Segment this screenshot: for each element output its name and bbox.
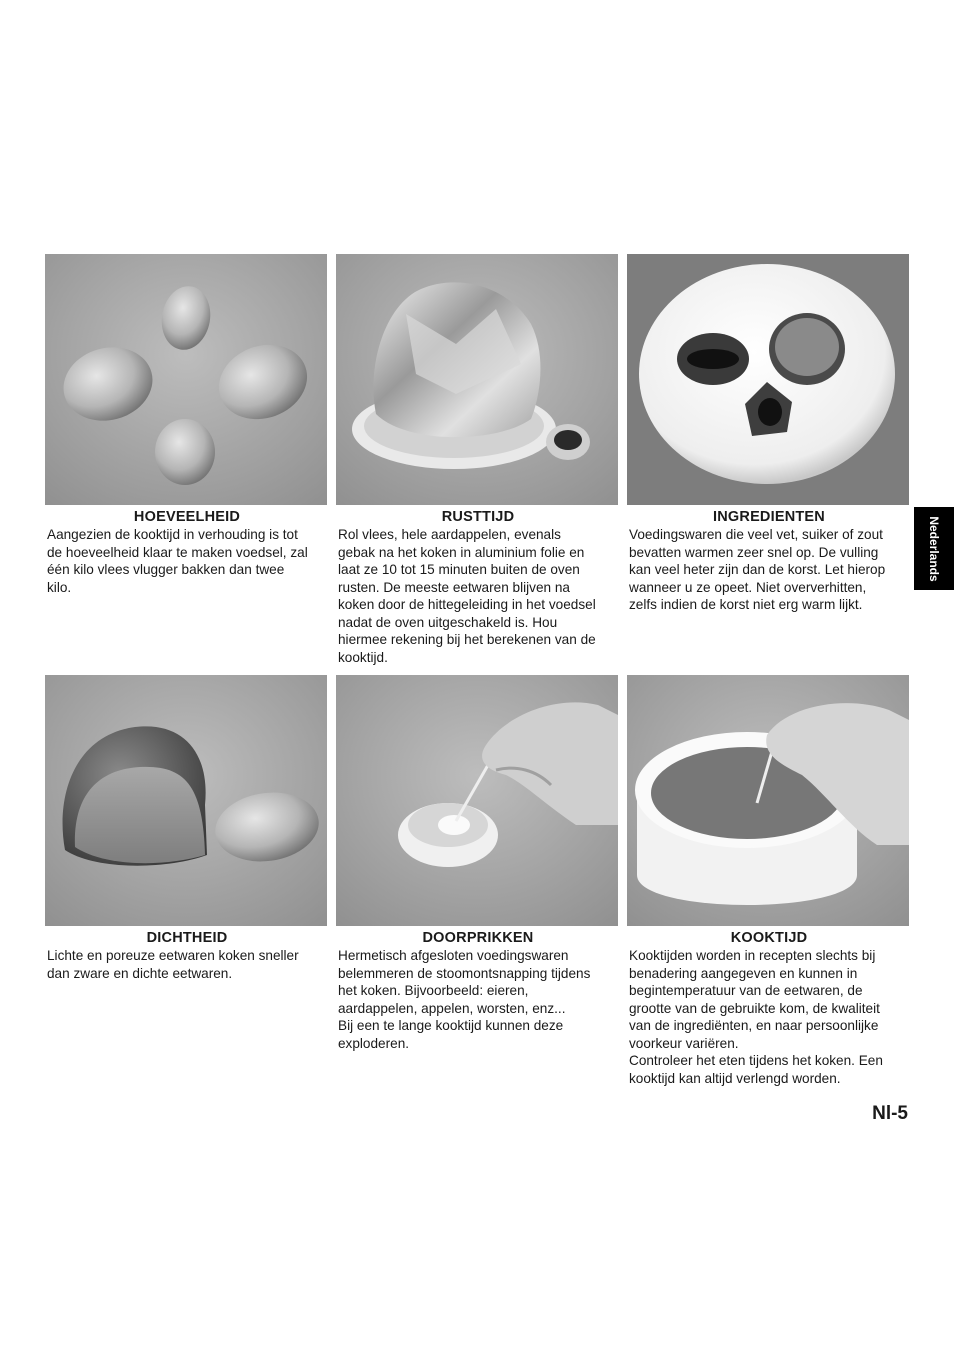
section-ingredienten (627, 254, 911, 614)
section-kooktijd (627, 675, 911, 1087)
potatoes-photo (45, 254, 327, 505)
section-heading: INGREDIENTEN (713, 509, 825, 525)
piercing-egg-photo (336, 675, 618, 926)
testing-cake-photo (627, 675, 909, 926)
section-text: Kooktijden worden in recepten slechts bij benadering aangegeven en kunnen in begintemperatuur van de eetwaren, de grootte van de gebruikte kom, de kwaliteit van de ingrediënten, en naar persoonlijke voorkeur variëren. Controleer het eten tijdens het koken. Een kooktijd kan altijd verlengd worden. (629, 948, 883, 1086)
pastries-plate-photo (627, 254, 909, 505)
section-heading: HOEVEELHEID (133, 509, 241, 525)
section-doorprikken (336, 675, 620, 1052)
section-hoeveelheid (45, 254, 329, 596)
section-dichtheid (45, 675, 329, 982)
section-text: Rol vlees, hele aardappelen, evenals gebak na het koken in aluminium folie en laat ze 10 tot 15 minuten buiten de oven rusten. De meeste eetwaren blijven na koken door de hittegeleiding in het voedsel nadat de oven uitgeschakeld is. Hou hiermee rekening bij het berekenen van de kooktijd. (338, 527, 596, 665)
foil-wrapped-food-photo (336, 254, 618, 505)
language-tab-label: Nederlands (927, 515, 941, 582)
section-text: Aangezien de kooktijd in verhouding is tot de hoeveelheid klaar te maken voedsel, zal één kilo vlees vlugger bakken dan twee kilo. (47, 527, 308, 595)
section-heading: RUSTTIJD (441, 509, 515, 525)
section-heading: KOOKTIJD (730, 930, 808, 946)
language-tab (914, 507, 954, 590)
bread-and-potato-photo (45, 675, 327, 926)
page-number: Nl-5 (872, 1103, 908, 1124)
section-text: Hermetisch afgesloten voedingswaren belemmeren de stoomontsnapping tijdens het koken. Bijvoorbeeld: eieren, aardappelen, appelen, worsten, enz... Bij een te lange kooktijd kunnen deze exploderen. (338, 948, 591, 1051)
section-rusttijd (336, 254, 620, 666)
section-heading: DOORPRIKKEN (422, 930, 534, 946)
section-text: Lichte en poreuze eetwaren koken sneller dan zware en dichte eetwaren. (47, 948, 299, 981)
section-text: Voedingswaren die veel vet, suiker of zout bevatten warmen zeer snel op. De vulling kan veel heter zijn dan de korst. Let hierop wanneer u ze opeet. Niet oververhitten, zelfs indien de korst niet erg warm lijkt. (629, 527, 886, 612)
section-heading: DICHTHEID (146, 930, 228, 946)
